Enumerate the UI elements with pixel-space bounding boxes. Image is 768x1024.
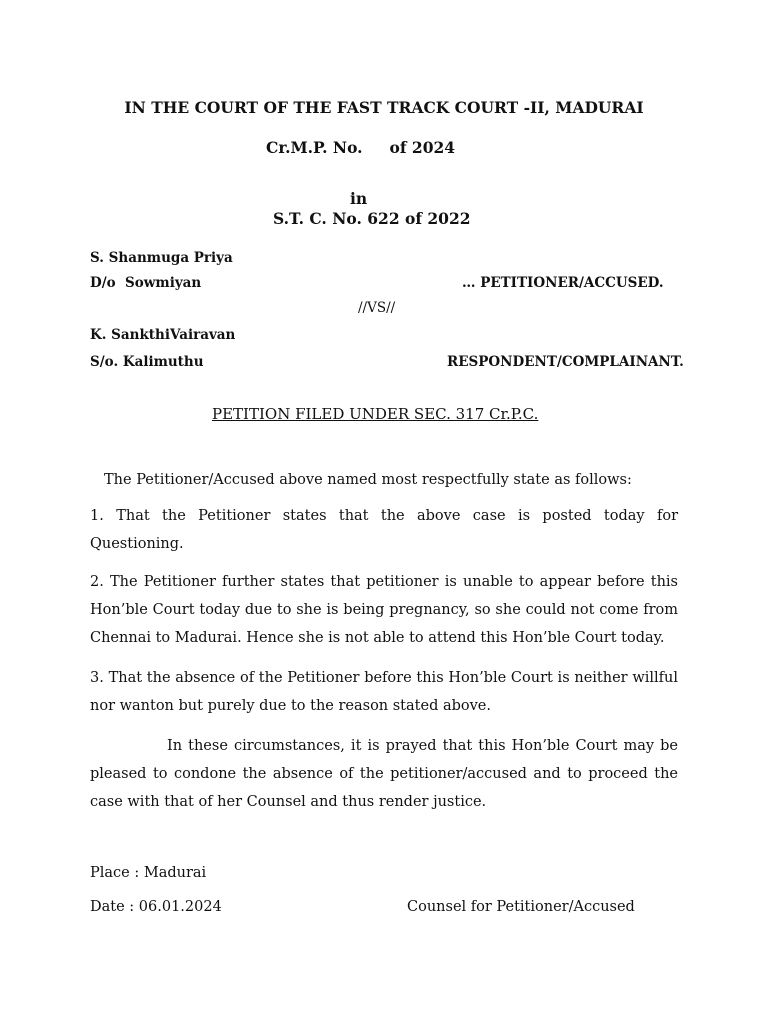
paragraph-3: 3. That the absence of the Petitioner before this Hon’ble Court is neither willful nor wanton but purely due to the reason stated above.	[90, 670, 678, 714]
crmp-number: Cr.M.P. No. of 2024	[266, 138, 456, 157]
respondent-role: RESPONDENT/COMPLAINANT.	[447, 354, 684, 370]
court-heading: IN THE COURT OF THE FAST TRACK COURT -II, MADURAI	[124, 98, 644, 117]
respondent-relation: S/o. Kalimuthu	[90, 354, 204, 370]
place-line: Place : Madurai	[90, 865, 207, 881]
prayer-paragraph: In these circumstances, it is prayed that this Hon’ble Court may be pleased to condone the absence of the petitioner/accused and to proceed the case with that of her Counsel and thus render justice.	[90, 738, 678, 810]
counsel-signature-line: Counsel for Petitioner/Accused	[407, 899, 635, 915]
respondent-name: K. SankthiVairavan	[90, 327, 236, 343]
in-label: in	[350, 189, 368, 208]
paragraph-1: 1. That the Petitioner states that the above case is posted today for Questioning.	[90, 508, 678, 552]
date-line: Date : 06.01.2024	[90, 899, 222, 915]
intro-text: The Petitioner/Accused above named most respectfully state as follows:	[104, 472, 632, 488]
paragraph-2: 2. The Petitioner further states that petitioner is unable to appear before this Hon’ble Court today due to she is being pregnancy, so she could not come from Chennai to Madurai. Hence she is not able to attend this Hon’ble Court today.	[90, 574, 678, 646]
petitioner-role: … PETITIONER/ACCUSED.	[462, 275, 664, 291]
petitioner-name: S. Shanmuga Priya	[90, 250, 233, 266]
stc-number: S.T. C. No. 622 of 2022	[273, 209, 471, 228]
petition-title: PETITION FILED UNDER SEC. 317 Cr.P.C.	[212, 405, 539, 423]
versus-separator: //VS//	[358, 300, 396, 316]
petitioner-relation: D/o Sowmiyan	[90, 275, 202, 291]
